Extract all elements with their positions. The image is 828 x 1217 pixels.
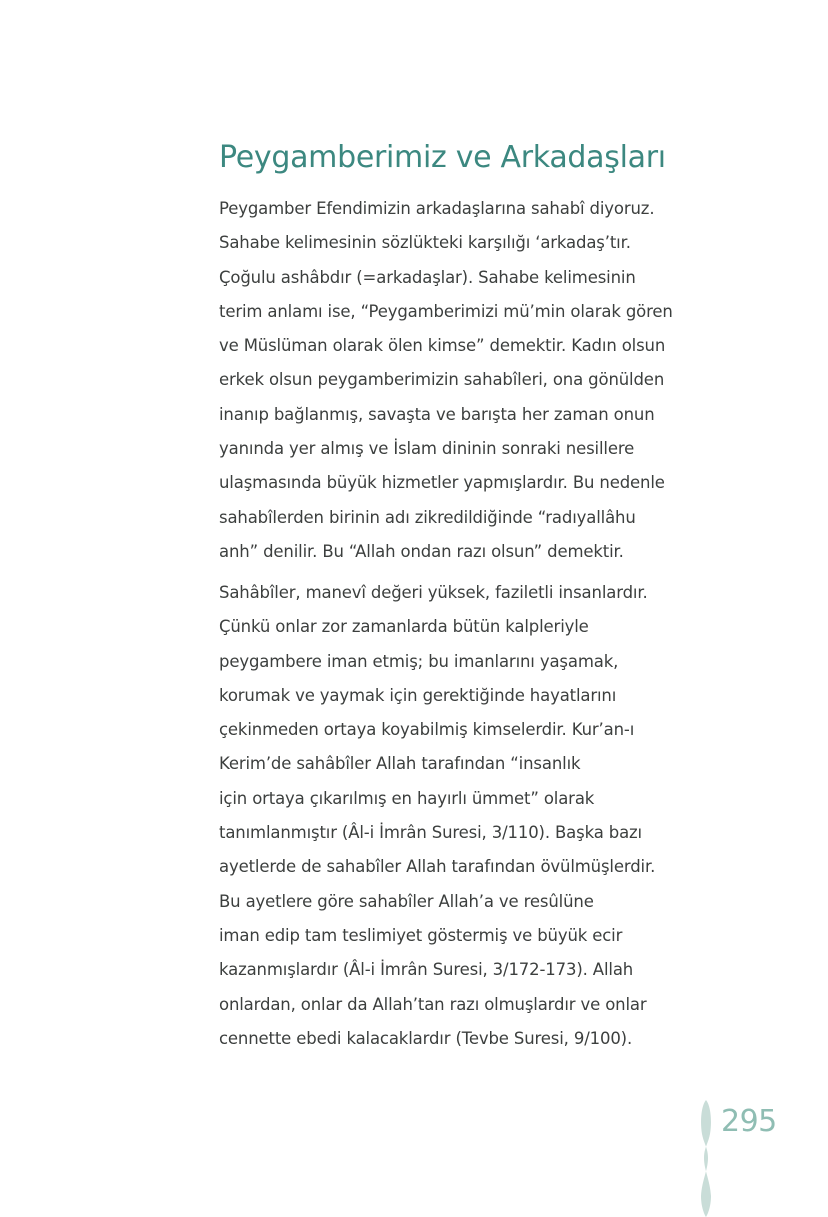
paragraph-2	[219, 576, 689, 1056]
text-line: iman edip tam teslimiyet göstermiş ve büyük ecir	[219, 925, 623, 945]
section-title: Peygamberimiz ve Arkadaşları	[219, 140, 666, 175]
text-line: yanında yer almış ve İslam dininin sonraki nesillere	[219, 439, 635, 459]
text-line: peygambere iman etmiş; bu imanlarını yaşamak,	[219, 651, 619, 671]
text-line: cennette ebedi kalacaklardır (Tevbe Suresi, 9/100).	[219, 1028, 633, 1048]
text-line: için ortaya çıkarılmış en hayırlı ümmet” olarak	[219, 788, 595, 808]
text-line: ve Müslüman olarak ölen kimse” demektir. Kadın olsun	[219, 336, 666, 356]
text-line: Sahabe kelimesinin sözlükteki karşılığı ‘arkadaş’tır.	[219, 233, 631, 253]
text-line: çekinmeden ortaya koyabilmiş kimselerdir. Kur’an-ı	[219, 720, 635, 740]
text-line: Bu ayetlere göre sahabîler Allah’a ve resûlüne	[219, 891, 594, 911]
text-line: Çoğulu ashâbdır (=arkadaşlar). Sahabe kelimesinin	[219, 267, 636, 287]
text-line: Sahâbîler, manevî değeri yüksek, faziletli insanlardır.	[219, 583, 648, 602]
text-line: sahabîlerden birinin adı zikredildiğinde “radıyallâhu	[219, 507, 636, 527]
page-number: 295	[721, 1104, 777, 1139]
text-line: tanımlanmıştır (Âl-i İmrân Suresi, 3/110). Başka bazı	[219, 823, 642, 843]
ornament-shape	[701, 1100, 711, 1217]
text-line: ayetlerde de sahabîler Allah tarafından övülmüşlerdir.	[219, 857, 656, 877]
text-line: onlardan, onlar da Allah’tan razı olmuşlardır ve onlar	[219, 994, 647, 1014]
text-line: Peygamber Efendimizin arkadaşlarına sahabî diyoruz.	[219, 199, 655, 218]
text-line: terim anlamı ise, “Peygamberimizi mü’min olarak gören	[219, 301, 673, 321]
text-line: kazanmışlardır (Âl-i İmrân Suresi, 3/172-173). Allah	[219, 960, 634, 980]
text-line: Çünkü onlar zor zamanlarda bütün kalpleriyle	[219, 617, 589, 637]
text-line: inanıp bağlanmış, savaşta ve barışta her zaman onun	[219, 404, 655, 424]
text-line: ulaşmasında büyük hizmetler yapmışlardır. Bu nedenle	[219, 473, 665, 493]
paragraph-1	[219, 192, 689, 569]
text-line: erkek olsun peygamberimizin sahabîleri, ona gönülden	[219, 370, 665, 390]
page-ornament-icon	[694, 1100, 718, 1217]
text-line: Kerim’de sahâbîler Allah tarafından “insanlık	[219, 754, 581, 774]
text-line: korumak ve yaymak için gerektiğinde hayatlarını	[219, 685, 617, 705]
text-line: anh” denilir. Bu “Allah ondan razı olsun” demektir.	[219, 541, 624, 561]
